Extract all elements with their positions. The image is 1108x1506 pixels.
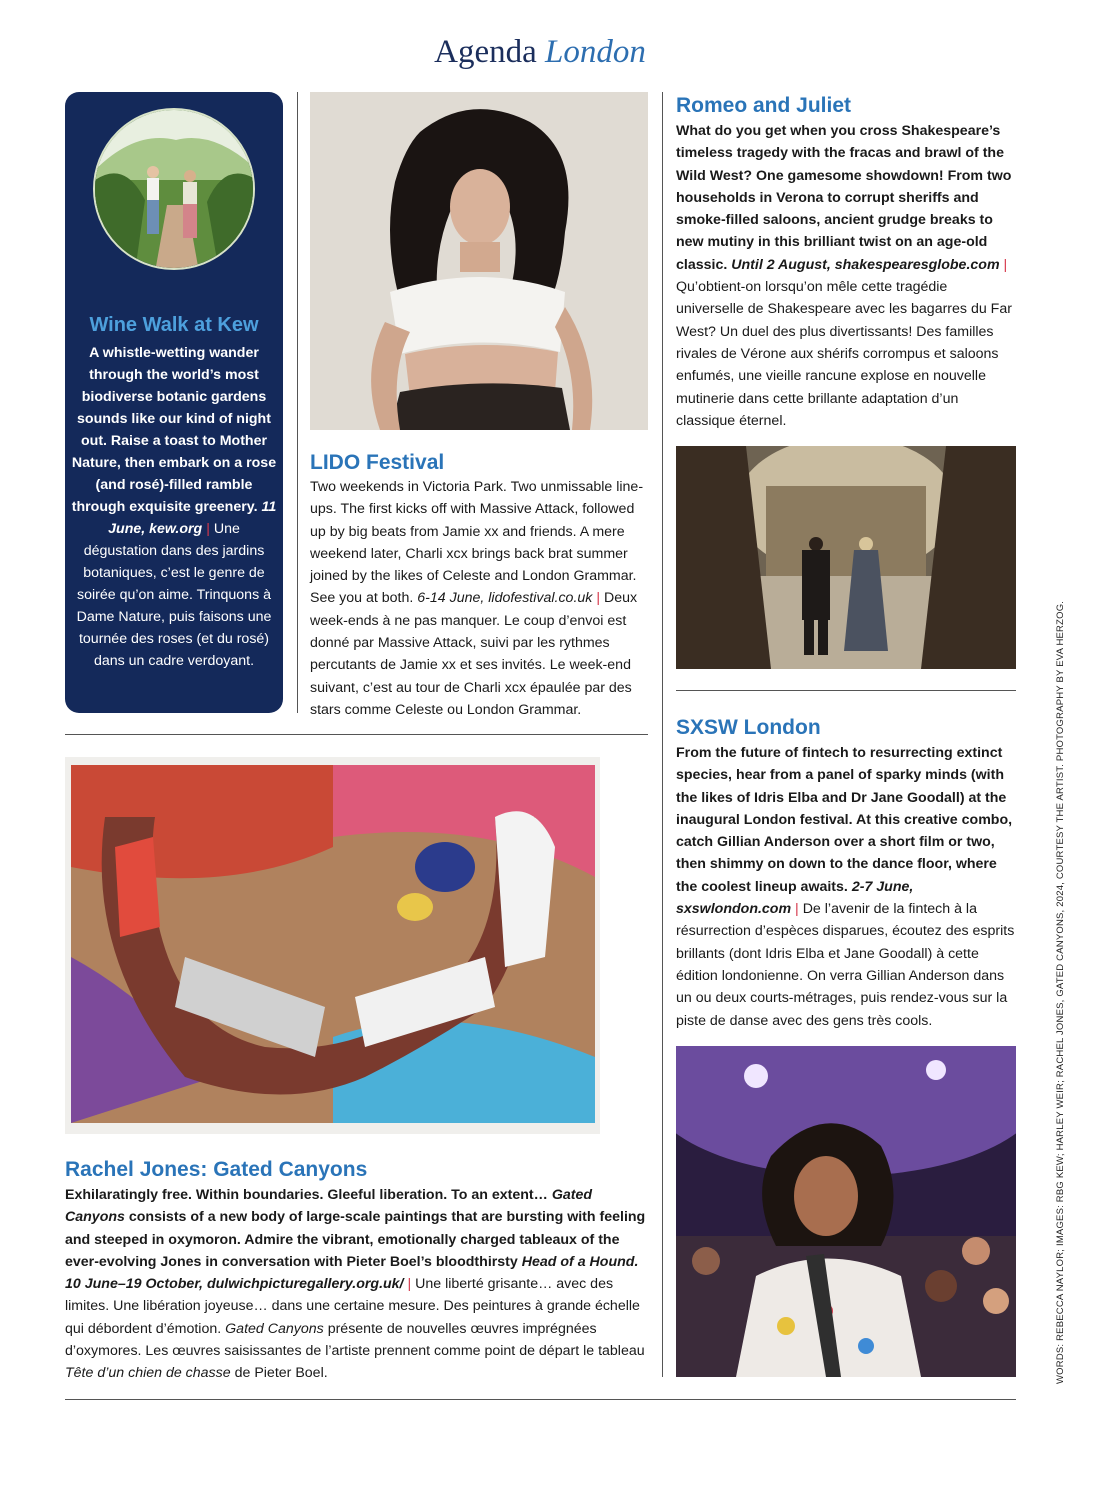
kew-garden-photo (93, 108, 255, 270)
section-divider-right (676, 690, 1016, 691)
romeo-text (676, 120, 1016, 432)
sxsw-body-en: From the future of fintech to resurrecting extinct species, hear from a panel of sparky minds (with the likes of Idris Elba and Dr Jane Goodall) at the inaugural London festival. At this creative combo, catch Gillian Anderson over a short film or two, then shimmy on down to the dance floor, where the coolest lineup awaits. (676, 745, 1013, 895)
page-bottom-rule (65, 1399, 1016, 1400)
sxsw-text (676, 742, 1016, 1032)
page-title (0, 34, 1080, 71)
rachel-en-1: Exhilaratingly free. Within boundaries. Gleeful liberation. To an extent… (65, 1187, 548, 1203)
title-main: Agenda (434, 34, 537, 70)
romeo-body-en: What do you get when you cross Shakespeare’s timeless tragedy with the fracas and brawl of the Wild West? One gamesome showdown! From two households in Verona to corrupt sheriffs and smoke-filled saloons, ancient grudge breaks to new mutiny in this brilliant twist on an age-old classic. (676, 123, 1012, 273)
romeo-juliet-photo (676, 446, 1016, 669)
rachel-en-4: Head of a Hound. (521, 1253, 639, 1270)
wine-walk-heading: Wine Walk at Kew (89, 314, 259, 336)
lido-festival-photo (310, 92, 648, 430)
romeo-info: Until 2 August, shakespearesglobe.com (731, 256, 1000, 273)
column-divider-left (297, 92, 298, 713)
sxsw-body-fr: De l’avenir de la fintech à la résurrection d’espèces disparues, écoutez des esprits brillants (dont Idris Elba et Jane Goodall) à cette édition londonienne. On verra Gillian Anderson dans un ou deux courts-métrages, puis rendez-vous sur la piste de danse avec des gens très cools. (676, 901, 1015, 1029)
sxsw-info: 2-7 June, sxswlondon.com (676, 878, 914, 918)
wine-walk-box (65, 92, 283, 713)
lido-body-fr: Deux week-ends à ne pas manquer. Le coup d’envoi est donné par Massive Attack, suivi par les rythmes percutants de Jamie xx et ses invités. Le week-end suivant, c’est au tour de Charli xcx épaulée par des stars comme Celeste ou London Grammar. (310, 590, 638, 718)
sxsw-crowd-photo (676, 1046, 1016, 1377)
rachel-fr-4: Tête d’un chien de chasse (65, 1365, 231, 1382)
rachel-fr-5: de Pieter Boel. (234, 1365, 328, 1382)
wine-walk-info: 11 June, kew.org (108, 499, 277, 537)
romeo-body-fr: Qu’obtient-on lorsqu’on mêle cette tragédie universelle de Shakespeare avec les bagarres du Far West? Un duel des plus divertissants! Des familles rivales de Vérone aux shérifs corrompus et saloons enfumés, une vieille rancune explose en nouvelle mutinerie dans cette brillante adaptation d’un classique éternel. (676, 279, 1012, 429)
title-accent: London (545, 34, 646, 70)
separator-bar: | (206, 521, 210, 537)
rachel-heading: Rachel Jones: Gated Canyons (65, 1158, 368, 1181)
section-divider-middle (65, 734, 648, 735)
gated-canyons-painting (65, 757, 600, 1134)
lido-info: 6-14 June, lidofestival.co.uk (417, 590, 593, 607)
rachel-info: 10 June–19 October, dulwichpicturegallery.org.uk/ (65, 1276, 404, 1293)
lido-heading: LIDO Festival (310, 451, 445, 474)
column-divider-right (662, 92, 663, 1377)
rachel-en-2: Gated Canyons (65, 1187, 593, 1226)
rachel-fr-3: présente de nouvelles œuvres imprégnées d’oxymores. Les œuvres saisissantes de l’artiste prennent comme point de départ le tableau (65, 1320, 645, 1360)
separator-bar: | (596, 590, 601, 607)
romeo-heading: Romeo and Juliet (676, 94, 852, 117)
lido-text (310, 476, 648, 721)
separator-bar: | (795, 901, 799, 918)
separator-bar: | (1003, 256, 1008, 273)
rachel-text (65, 1184, 650, 1385)
wine-walk-body-en: A whistle-wetting wander through the world’s most biodiverse botanic gardens sounds like our kind of night out. Raise a toast to Mother Nature, then embark on a rose (and rosé)-filled ramble through exquisite greenery. (71, 345, 277, 515)
wine-walk-text (71, 342, 277, 672)
rachel-fr-2: Gated Canyons (225, 1320, 324, 1337)
wine-walk-body-fr: Une dégustation dans des jardins botaniques, c’est le genre de soirée qu’on aime. Trinquons à Dame Nature, puis faisons une tournée des roses (et du rosé) dans un cadre verdoyant. (76, 521, 272, 669)
sxsw-heading: SXSW London (676, 716, 821, 739)
rachel-fr-1: Une liberté grisante… avec des limites. Une libération joyeuse… dans une certaine mesure. Des peintures à grande échelle qui débordent d’émotion. (65, 1276, 640, 1337)
photo-credits: WORDS: REBECCA NAYLOR; IMAGES: RBG KEW; HARLEY WEIR; RACHEL JONES, GATED CANYONS, 2024, COURTESY THE ARTIST. PHOTOGRAPHY BY EVA HERZOG. (1055, 600, 1066, 1384)
separator-bar: | (407, 1276, 412, 1293)
rachel-en-3: consists of a new body of large-scale paintings that are bursting with feeling and steeped in oxymoron. Admire the vibrant, emotionally charged tableaux of the ever-evolving Jones in conversation with Pieter Boel’s bloodthirsty (65, 1209, 646, 1270)
lido-body-en: Two weekends in Victoria Park. Two unmissable line-ups. The first kicks off with Massive Attack, followed up by big beats from Jamie xx and friends. A mere weekend later, Charli xcx brings back brat summer joined by the likes of Celeste and London Grammar. See you at both. (310, 479, 644, 607)
